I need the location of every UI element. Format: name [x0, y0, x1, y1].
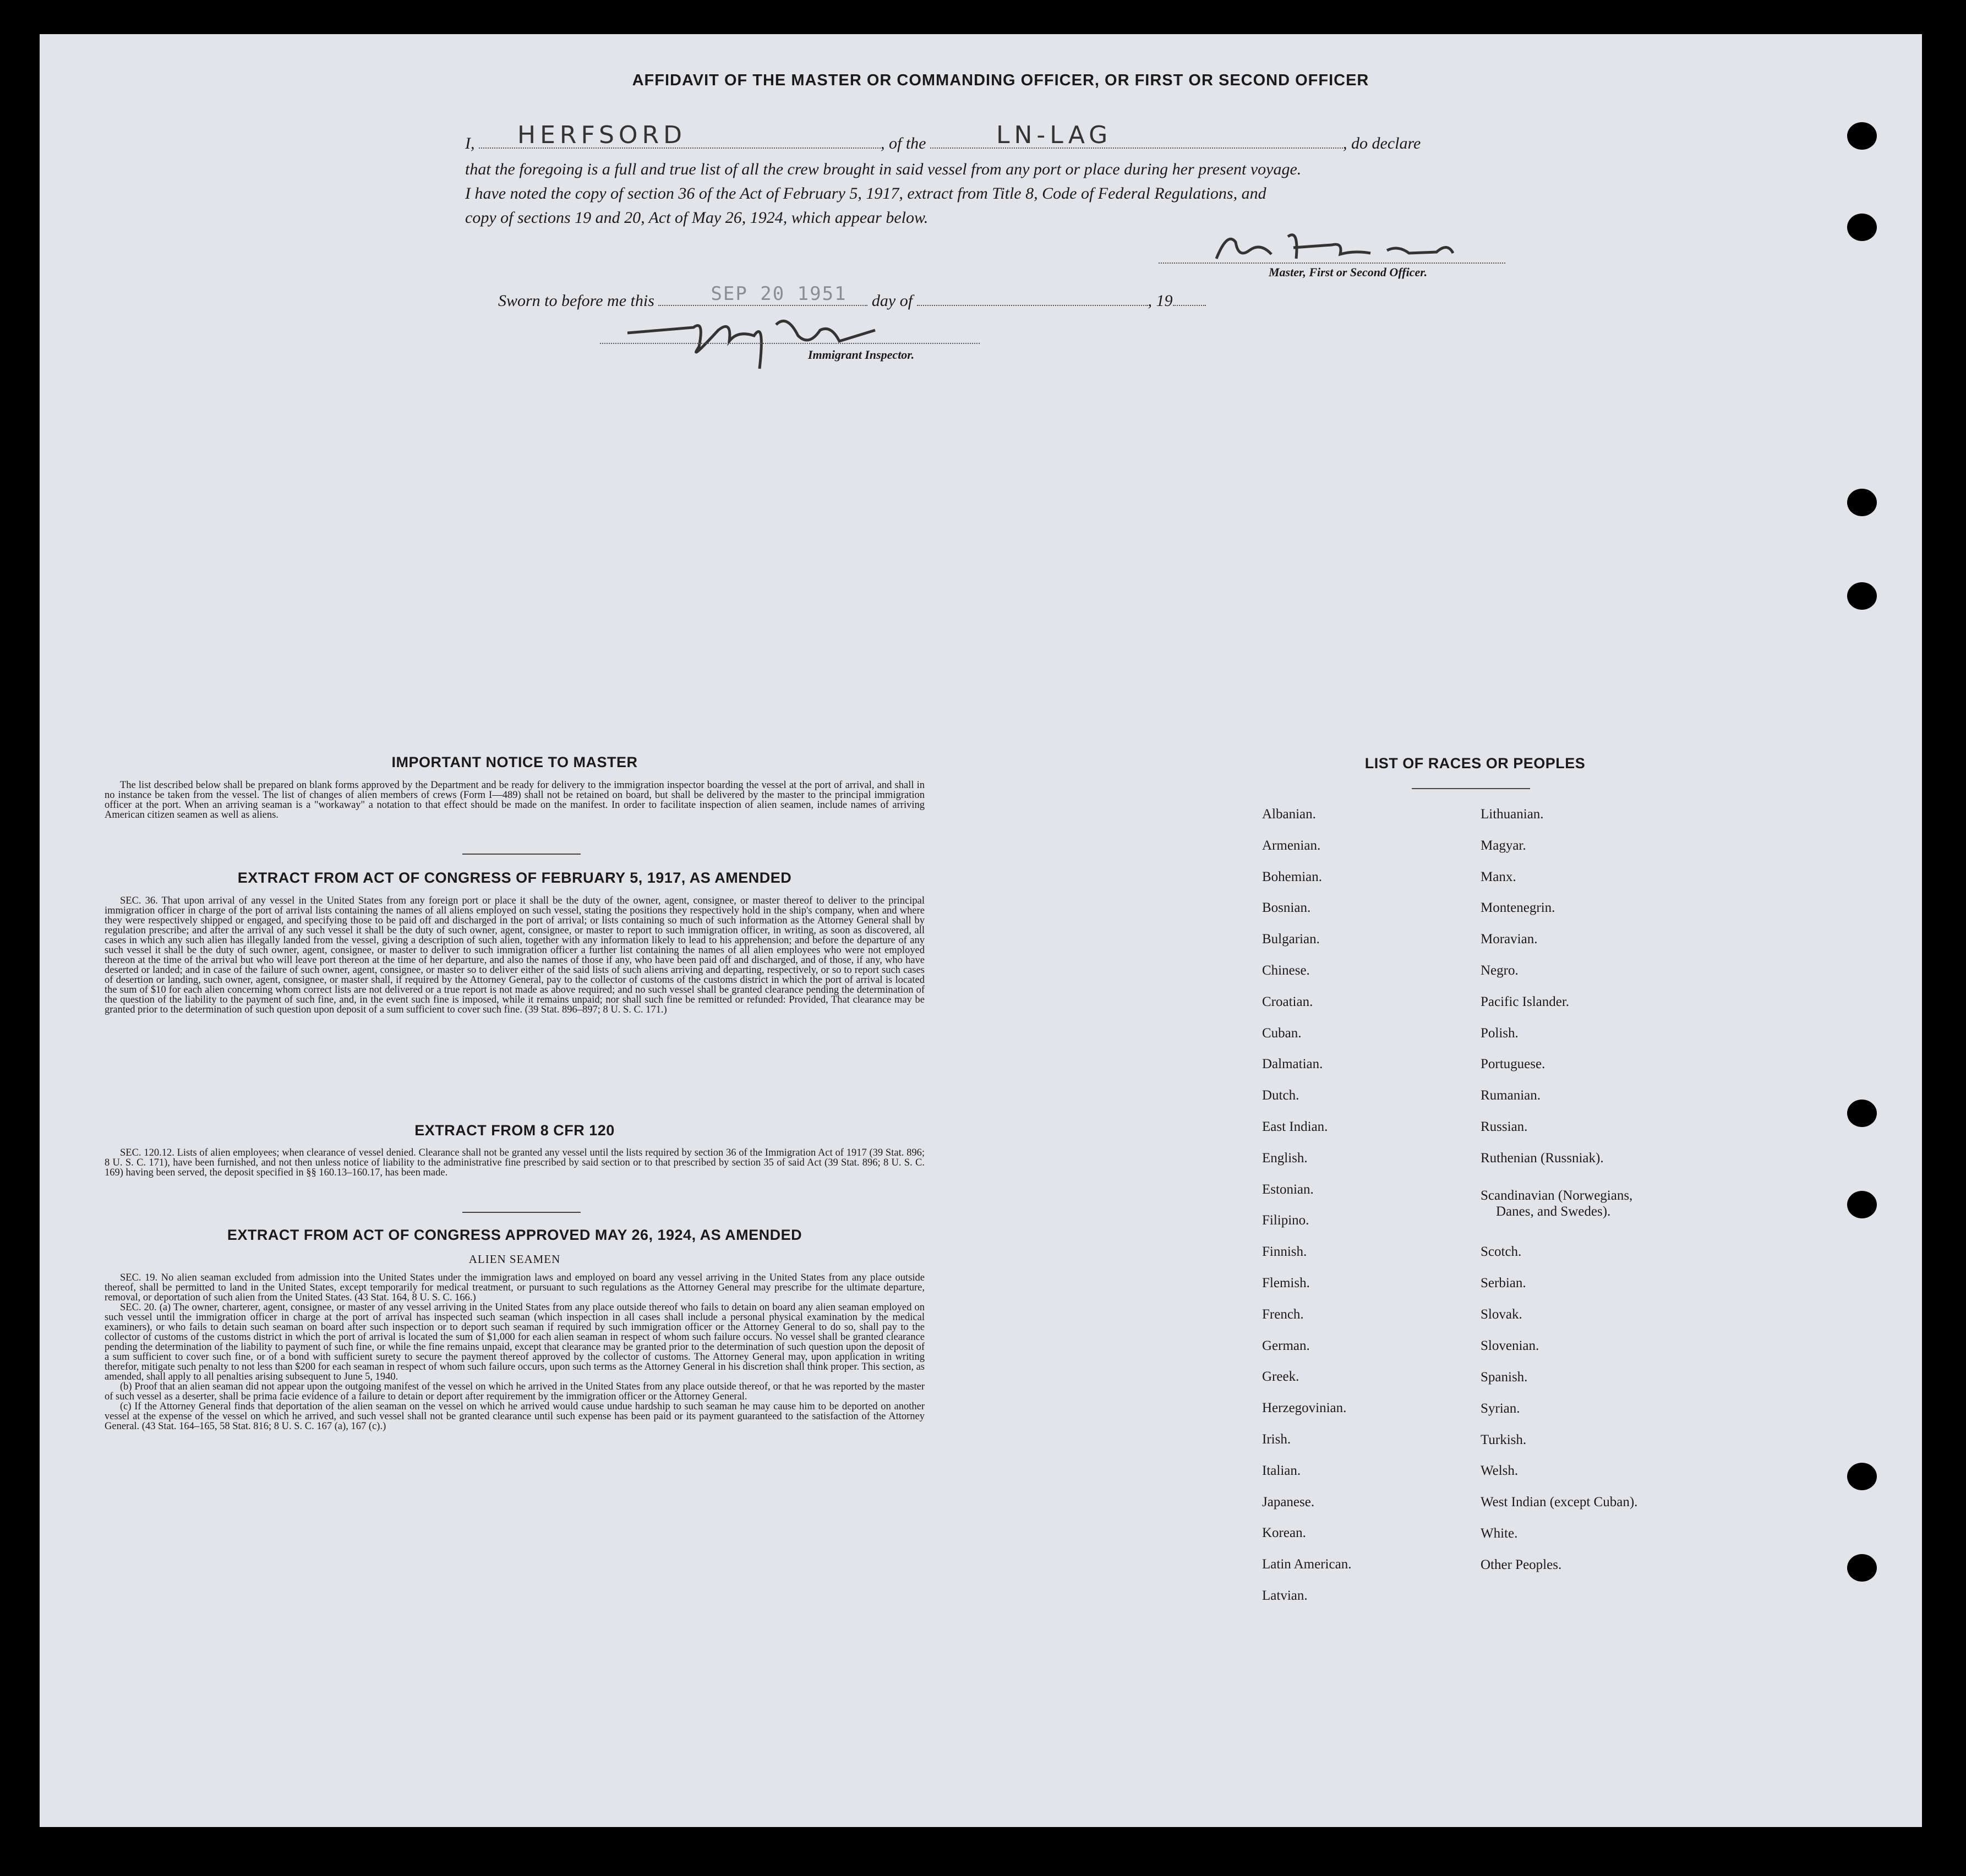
race-item: Other Peoples. — [1481, 1557, 1562, 1572]
punch-hole — [1847, 214, 1877, 241]
inspector-signature — [622, 308, 908, 380]
sworn-prefix: Sworn to before me this — [498, 292, 654, 310]
master-signature-line — [1159, 262, 1505, 264]
punch-hole — [1847, 1554, 1877, 1582]
master-caption: Master, First or Second Officer. — [1269, 265, 1428, 279]
affidavit-line-4: copy of sections 19 and 20, Act of May 26, 1924, which appear below. — [465, 209, 929, 227]
extract-1917-body — [105, 896, 925, 1015]
race-item: Bohemian. — [1262, 869, 1323, 884]
affidavit-prefix: I, — [465, 134, 475, 152]
notice-body — [105, 780, 925, 820]
notice-heading: IMPORTANT NOTICE TO MASTER — [391, 754, 638, 770]
race-item: Latin American. — [1262, 1557, 1352, 1572]
race-item: Magyar. — [1481, 838, 1526, 853]
of-the-text: , of the — [881, 134, 926, 152]
extract-1917-text: SEC. 36. That upon arrival of any vessel in the United States from any foreign port or place it shall be the duty of the owner, agent, consignee, or master thereof to deliver to the principal immigration officer in charge of the port of arrival lists containing the names of all aliens employed on such vessel, stating the positions they respectively hold in the ship's company, when and where they were respectively shipped or engaged, and specifying those to be paid off and discharged in the port of arrival; or lists containing so much of such information as the Attorney General shall by regulation prescribe; and after the arrival of any such vessel it shall be the duty of such owner, agent, consignee, or master to report to such immigration officer, in writing, as soon as discovered, all cases in which any such alien has illegally landed from the vessel, giving a description of such alien, together with any information likely to lead to his apprehension; and before the departure of any such vessel it shall be the duty of such owner, agent, consignee, or master to deliver to such immigration officer a further list containing the names of all alien employees who were not employed thereon at the time of the arrival but who will leave port thereon at the time of her departure, and also the names of those if any, who have been paid off and discharged, and of those, if any, who have deserted or landed; and in case of the failure of such owner, agent, consignee, or master so to deliver either of the said lists of such aliens arriving and departing, respectively, or so to report such cases of desertion or landing, such owner, agent, consignee, or master shall, if required by the Attorney General, pay to the collector of customs of the customs district in which the port of arrival is located the sum of $10 for each alien concerning whom correct lists are not delivered or a true report is not made as above required; and no such vessel shall be granted clearance pending the determination of the question of the liability to the payment of such fine, and, in the event such fine is imposed, while it remains unpaid; nor shall such fine be remitted or refunded: Provided, That clearance may be granted prior to the determination of such question upon deposit of a sum sufficient to cover such fine. (39 Stat. 896–897; 8 U. S. C. 171.) — [105, 895, 925, 1015]
races-divider — [1412, 788, 1530, 789]
races-heading: LIST OF RACES OR PEOPLES — [1364, 755, 1586, 772]
race-item: Syrian. — [1481, 1401, 1520, 1416]
divider-2 — [462, 1212, 581, 1213]
date-stamp: SEP 20 1951 — [711, 283, 847, 305]
inspector-signature-line — [600, 343, 980, 344]
race-item: French. — [1262, 1306, 1304, 1322]
extract-cfr-body — [105, 1148, 925, 1178]
affidavit-heading: AFFIDAVIT OF THE MASTER OR COMMANDING OFFICER, OR FIRST OR SECOND OFFICER — [632, 72, 1369, 89]
affidavit-line-3: I have noted the copy of section 36 of the Act of February 5, 1917, extract from Title 8, Code of Federal Regulations, and — [465, 184, 1266, 203]
notice-text: The list described below shall be prepared on blank forms approved by the Department and be ready for delivery to the immigration inspector boarding the vessel at the port of arrival, and shall in no instance be taken from the vessel. The list of changes of alien members of crews (Form I—489) shall not be retained on board, but shall be delivered by the master to the principal immigration officer at the port. When an arriving seaman is a "workaway" a notation to that effect should be made on the manifest. In order to facilitate inspection of alien seamen, include names of arriving American citizen seamen as well as aliens. — [105, 780, 925, 821]
race-item: Estonian. — [1262, 1182, 1314, 1197]
race-item: Montenegrin. — [1481, 900, 1555, 916]
sec20b-text: (b) Proof that an alien seaman did not appear upon the outgoing manifest of the vessel on which he arrived in the United States from any place outside thereof, or that he was reported by the master of such vessel as a deserter, shall be prima facie evidence of a failure to detain or deport after requirement by the immigration officer or the Attorney General. — [105, 1381, 925, 1402]
race-item: Lithuanian. — [1481, 807, 1544, 822]
race-item: Pacific Islander. — [1481, 994, 1570, 1009]
sworn-date-field — [658, 283, 867, 306]
race-item: Latvian. — [1262, 1588, 1308, 1603]
race-item: Russian. — [1481, 1119, 1528, 1134]
race-item: Finnish. — [1262, 1244, 1307, 1260]
punch-hole — [1847, 489, 1877, 516]
race-item: Italian. — [1262, 1463, 1301, 1478]
race-item: Scotch. — [1481, 1244, 1522, 1259]
race-item: Dutch. — [1262, 1088, 1299, 1103]
race-item: Armenian. — [1262, 838, 1321, 853]
year-prefix: , 19 — [1148, 292, 1173, 310]
day-of-text: day of — [871, 292, 913, 310]
race-item: White. — [1481, 1526, 1518, 1541]
affidavit-line-1 — [465, 121, 1511, 156]
race-item: Portuguese. — [1481, 1057, 1546, 1072]
extract-cfr-text: SEC. 120.12. Lists of alien employees; when clearance of vessel denied. Clearance shall not be granted any vessel until the lists required by section 36 of the Immigration Act of 1917 (39 Stat. 896; 8 U. S. C. 171), have been furnished, and not then unless notice of liability to the administrative fine prescribed by said section or to that prescribed by section 35 of said Act (39 Stat. 896; 8 U. S. C. 169) having been served, the deposit specified in §§ 160.13–160.17, has been made. — [105, 1147, 925, 1178]
extract-1917-heading: EXTRACT FROM ACT OF CONGRESS OF FEBRUARY 5, 1917, AS AMENDED — [237, 869, 792, 886]
race-item: East Indian. — [1262, 1119, 1328, 1134]
race-item: Greek. — [1262, 1369, 1299, 1385]
race-item: Dalmatian. — [1262, 1057, 1323, 1072]
race-item: West Indian (except Cuban). — [1481, 1495, 1638, 1509]
race-item: Scandinavian (Norwegians, — [1481, 1188, 1633, 1203]
race-item: Korean. — [1262, 1525, 1306, 1541]
race-item: Flemish. — [1262, 1276, 1310, 1290]
race-item: Cuban. — [1262, 1025, 1302, 1041]
race-item: Manx. — [1481, 869, 1516, 884]
race-item: Welsh. — [1481, 1463, 1519, 1478]
race-item: English. — [1262, 1150, 1308, 1166]
race-item: Slovak. — [1481, 1307, 1522, 1322]
race-item: Croatian. — [1262, 994, 1313, 1009]
sec20c-text: (c) If the Attorney General finds that deportation of the alien seaman on the vessel on which he arrived would cause undue hardship to such seaman he may cause him to be deported on another vessel at the expense of the vessel on which he arrived, and such vessel shall not be granted clearance until such expense has been paid or its payment guaranteed to the satisfaction of the Attorney General. (43 Stat. 164–165, 58 Stat. 816; 8 U. S. C. 167 (a), 167 (c).) — [105, 1401, 925, 1432]
punch-hole — [1847, 122, 1877, 150]
vessel-name-handwritten: LN-LAG — [996, 121, 1112, 149]
do-declare-text: , do declare — [1343, 134, 1421, 152]
race-item: Moravian. — [1481, 932, 1538, 947]
race-item: German. — [1262, 1338, 1310, 1353]
vessel-name-field — [930, 121, 1343, 149]
race-item: Serbian. — [1481, 1276, 1526, 1290]
race-item: Slovenian. — [1481, 1338, 1539, 1353]
divider-1 — [462, 854, 581, 855]
race-item: Negro. — [1481, 963, 1519, 978]
race-item: Irish. — [1262, 1432, 1291, 1447]
sec19-text: SEC. 19. No alien seaman excluded from admission into the United States under the immigration laws and employed on board any vessel arriving in the United States from any place outside thereof, shall be permitted to land in the United States, except temporarily for medical treatment, or pursuant to such regulations as the Attorney General may prescribe for the ultimate departure, removal, or deportation of such alien from the United States. (43 Stat. 164, 8 U. S. C. 166.) — [105, 1272, 925, 1303]
master-name-field — [479, 121, 881, 149]
race-item: Spanish. — [1481, 1370, 1528, 1385]
affidavit-line-2: that the foregoing is a full and true list of all the crew brought in said vessel from any port or place during her present voyage. — [465, 160, 1302, 178]
race-item: Bulgarian. — [1262, 932, 1320, 947]
year-field — [1173, 288, 1206, 306]
race-item: Albanian. — [1262, 807, 1316, 822]
race-item: Chinese. — [1262, 963, 1310, 978]
race-item: Polish. — [1481, 1025, 1519, 1041]
race-item: Danes, and Swedes). — [1496, 1204, 1611, 1219]
punch-hole — [1847, 582, 1877, 610]
race-item: Turkish. — [1481, 1432, 1527, 1447]
punch-hole — [1847, 1191, 1877, 1218]
month-field — [917, 288, 1148, 306]
master-name-handwritten: HERFSORD — [517, 121, 687, 149]
extract-1924-heading: EXTRACT FROM ACT OF CONGRESS APPROVED MAY 26, 1924, AS AMENDED — [227, 1227, 802, 1243]
alien-seamen-subheading: ALIEN SEAMEN — [468, 1253, 561, 1266]
race-item: Japanese. — [1262, 1494, 1315, 1509]
race-item: Herzegovinian. — [1262, 1401, 1347, 1416]
race-item: Bosnian. — [1262, 900, 1311, 916]
sec20a-text: SEC. 20. (a) The owner, charterer, agent, consignee, or master of any vessel arriving in the United States from any place outside thereof who fails to detain on board any alien seaman employed on such vessel until the immigration officer in charge at the port of arrival has inspected such seaman (which inspection in all cases shall include a personal physical examination by the medical examiners), or who fails to detain such seaman on board after such inspection or to deport such seaman if required by such immigration officer or the Attorney General to do so, shall pay to the collector of customs of the customs district in which the port of arrival is located the sum of $1,000 for each alien seaman in respect of whom such failure occurs. No vessel shall be granted clearance pending the determination of the liability to payment of such fine, or while the fine remains unpaid, except that clearance may be granted prior to the determination of such question upon the deposit of a sum sufficient to cover such fine, or of a bond with sufficient surety to secure the payment thereof approved by the collector of customs. The Attorney General may, upon application in writing therefor, mitigate such penalty to not less than $200 for each seaman in respect of whom such failure occurs, upon such terms as the Attorney General in his discretion shall think proper. This section, as amended, shall apply to all penalties arising subsequent to June 5, 1940. — [105, 1302, 925, 1382]
punch-hole — [1847, 1463, 1877, 1490]
extract-1924-body — [105, 1273, 925, 1431]
punch-hole — [1847, 1100, 1877, 1127]
inspector-caption: Immigrant Inspector. — [808, 348, 915, 362]
extract-cfr-heading: EXTRACT FROM 8 CFR 120 — [414, 1122, 615, 1139]
race-item: Rumanian. — [1481, 1088, 1541, 1103]
race-item: Ruthenian (Russniak). — [1481, 1150, 1604, 1166]
race-item: Filipino. — [1262, 1213, 1309, 1228]
